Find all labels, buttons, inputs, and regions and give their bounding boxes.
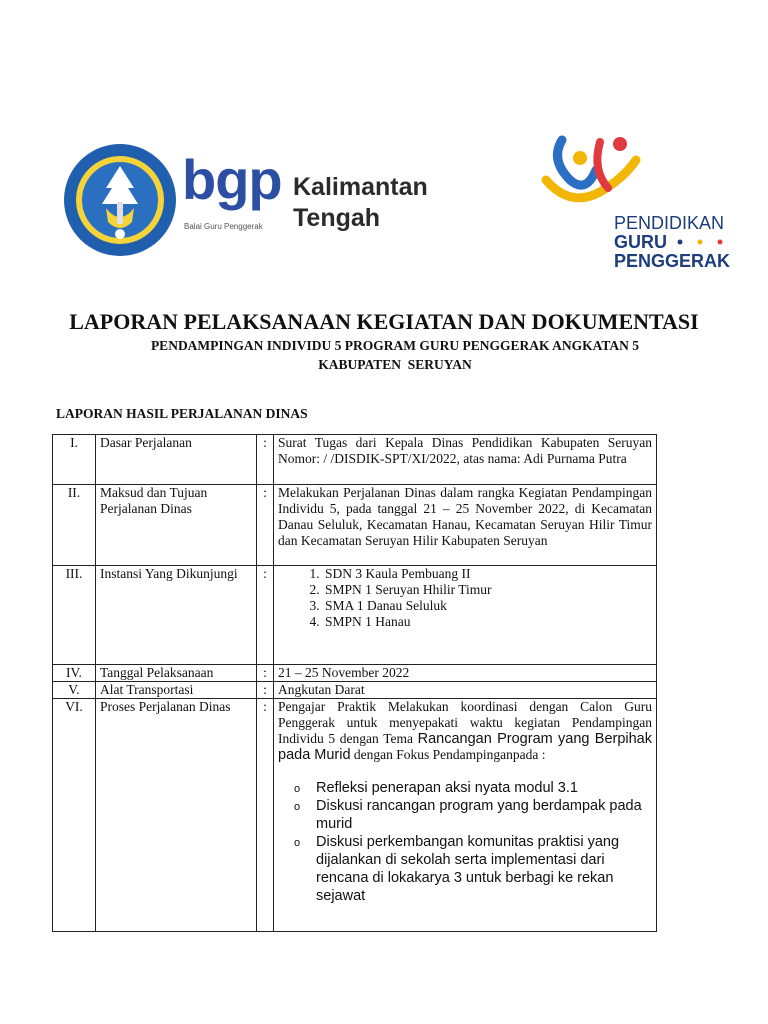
focus-text: Diskusi rancangan program yang berdampak pada murid [316, 798, 642, 832]
row-colon: : [257, 699, 274, 932]
list-item [294, 779, 652, 797]
list-item: 1. SDN 3 Kaula Pembuang II [323, 566, 652, 582]
row-label: Dasar Perjalanan [96, 435, 257, 485]
row-label: Tanggal Pelaksanaan [96, 665, 257, 682]
list-item [294, 833, 652, 905]
table-row [53, 665, 657, 682]
report-subtitle-2: KABUPATEN SERUYAN [318, 357, 472, 372]
row-number: III. [53, 566, 96, 665]
bullet-icon: o [294, 837, 301, 849]
focus-list [278, 779, 652, 905]
table-row [53, 699, 657, 932]
focus-text: Diskusi perkembangan komunitas praktisi yang dijalankan di sekolah serta implementasi dari rencana di lokakarya 3 untuk berbagi ke rekan sejawat [316, 834, 620, 904]
row-colon: : [257, 682, 274, 699]
region-name [293, 172, 443, 234]
process-theme: Rancangan Program yang Berpihak pada Murid [278, 731, 652, 763]
row-colon: : [257, 435, 274, 485]
report-subtitle-1: PENDAMPINGAN INDIVIDU 5 PROGRAM GURU PENGGERAK ANGKATAN 5 [150, 338, 640, 353]
row-number: VI. [53, 699, 96, 932]
process-intro-b: dengan Fokus Pendampinganpada : [353, 747, 546, 762]
table-row [53, 485, 657, 566]
row-colon: : [257, 665, 274, 682]
list-item: 2. SMPN 1 Seruyan Hhilir Timur [323, 582, 652, 598]
row-number: V. [53, 682, 96, 699]
institution-list [278, 566, 652, 630]
row-colon: : [257, 485, 274, 566]
row-content [274, 566, 657, 665]
focus-text: Refleksi penerapan aksi nyata modul 3.1 [316, 780, 578, 796]
row-content: Angkutan Darat [274, 682, 657, 699]
bgp-tagline: Balai Guru Penggerak [184, 222, 263, 231]
process-intro-a: Pengajar Praktik Melakukan koordinasi dengan Calon Guru Penggerak untuk menyepakati waktu kegiatan Pendampingan Individu 5 dengan Tema [278, 699, 652, 746]
bullet-icon: o [294, 783, 301, 795]
row-label: Proses Perjalanan Dinas [96, 699, 257, 932]
pgp-figures-icon [540, 130, 650, 222]
pgp-dots-icon [676, 238, 728, 246]
row-content [274, 699, 657, 932]
row-content: 21 – 25 November 2022 [274, 665, 657, 682]
list-item: 4. SMPN 1 Hanau [323, 614, 652, 630]
pendidikan-guru-penggerak-logo [540, 130, 740, 280]
row-content: Surat Tugas dari Kepala Dinas Pendidikan Kabupaten Seruyan Nomor: / /DISDIK-SPT/XI/2022, atas nama: Adi Purnama Putra [274, 435, 657, 485]
list-item [294, 797, 652, 833]
table-row [53, 435, 657, 485]
pgp-line-2: GURU [614, 232, 667, 252]
row-number: IV. [53, 665, 96, 682]
pgp-line-1: PENDIDIKAN [614, 213, 725, 233]
row-colon: : [257, 566, 274, 665]
pgp-line-3: PENGGERAK [614, 251, 731, 271]
row-number: I. [53, 435, 96, 485]
bgp-wordmark: bgp [182, 148, 282, 211]
bullet-icon: o [294, 801, 301, 813]
row-label: Instansi Yang Dikunjungi [96, 566, 257, 665]
process-intro [278, 699, 652, 763]
row-label: Maksud dan Tujuan Perjalanan Dinas [96, 485, 257, 566]
report-title: LAPORAN PELAKSANAAN KEGIATAN DAN DOKUMENTASI [69, 309, 699, 334]
section-heading: LAPORAN HASIL PERJALANAN DINAS [56, 406, 308, 421]
table-row [53, 682, 657, 699]
tut-wuri-handayani-emblem-icon [62, 142, 178, 258]
list-item: 3. SMA 1 Danau Seluluk [323, 598, 652, 614]
row-number: II. [53, 485, 96, 566]
table-row [53, 566, 657, 665]
row-label: Alat Transportasi [96, 682, 257, 699]
bgp-kalteng-logo [62, 138, 447, 264]
travel-report-table [52, 434, 657, 932]
region-text: Kalimantan Tengah [293, 173, 428, 232]
row-content: Melakukan Perjalanan Dinas dalam rangka Kegiatan Pendampingan Individu 5, pada tanggal 21 – 25 November 2022, di Kecamatan Danau Seluluk, Kecamatan Hanau, Kecamatan Seruyan Hilir Timur dan Kecamatan Seruyan Hilir Kabupaten Seruyan [274, 485, 657, 566]
